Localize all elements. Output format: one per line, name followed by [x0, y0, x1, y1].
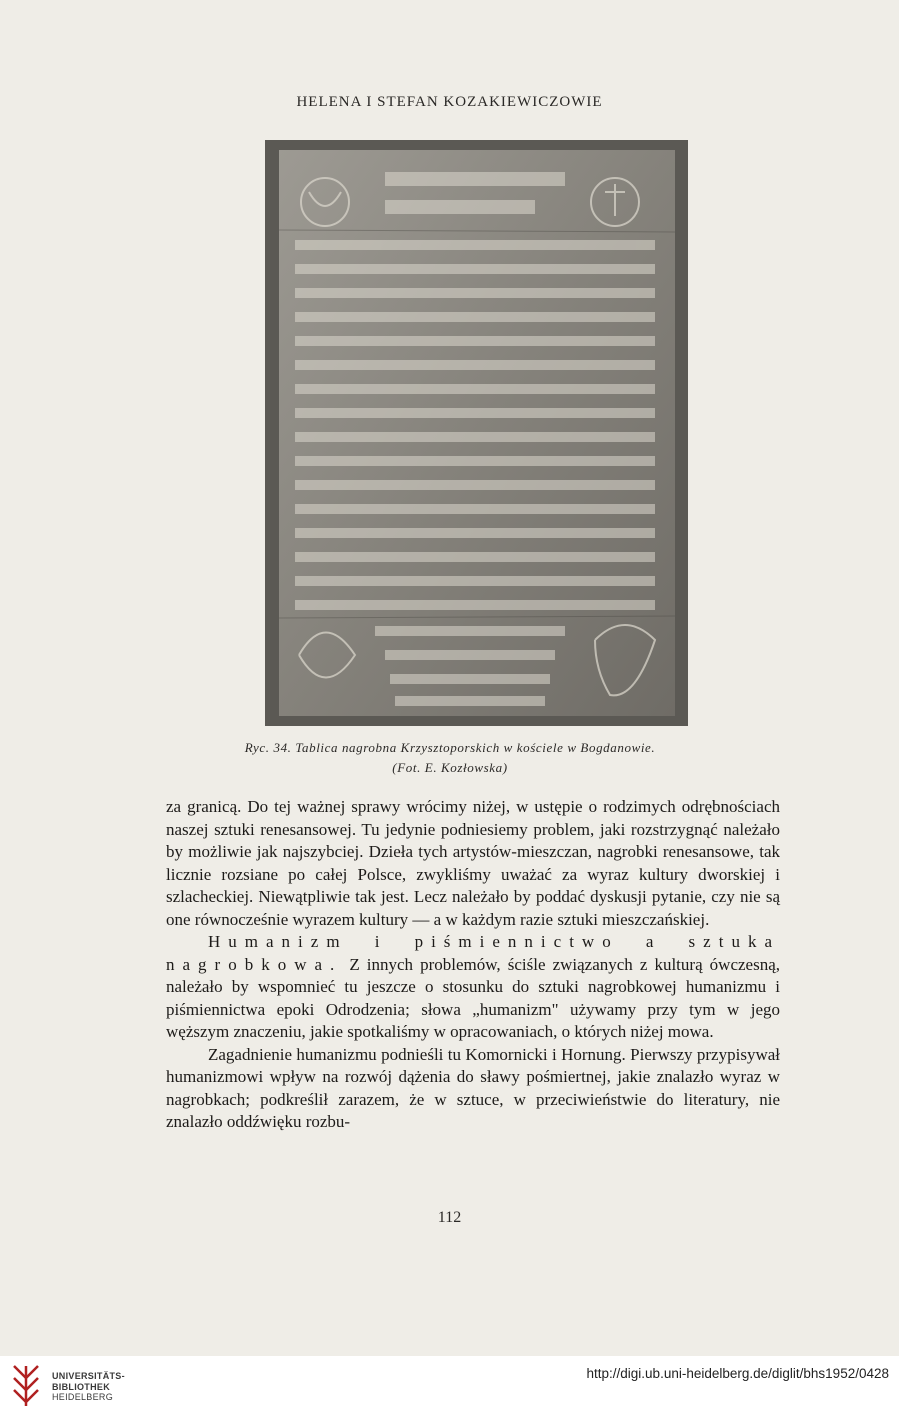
paragraph-3: Zagadnienie humanizmu podnieśli tu Komornicki i Hornung. Pierwszy przypisywał humanizmowi wpływ na rozwój dążenia do sławy pośmiertnej, jakie znalazło wyraz w nagrobkach; podkreślił zarazem, że w sztuce, w przeciwieństwie do literatury, nie znalazło oddźwięku rozbu-	[166, 1044, 780, 1131]
section-heading: Humanizm i piśmiennictwo a sztuka nagrobkowa.	[166, 932, 780, 974]
paragraph-1: za granicą. Do tej ważnej sprawy wrócimy niżej, w ustępie o rodzimych odrębnościach naszej sztuki renesansowej. Tu jedynie podniesiemy problem, jaki rozstrzygnąć należało by możliwie jak najszybciej. Dzieła tych artystów-mieszczan, nagrobki renesansowe, tak licznie rozsiane po całej Polsce, zwykliśmy uważać za wyraz kultury dworskiej i szlacheckiej. Niewątpliwie tak jest. Lecz należało by poddać dyskusji pytanie, czy nie są one równocześnie wyrazem kultury — a w każdym razie sztuki mieszczańskiej.	[166, 797, 780, 929]
page-number: 112	[437, 1209, 462, 1226]
tombstone-plate-image	[265, 140, 688, 726]
library-logo-icon[interactable]	[10, 1362, 42, 1410]
paragraph-2-body: Z innych problemów, ściśle związanych z kulturą ówczesną, należało by wspomnieć tu jeszcze o stosunku do sztuki nagrobkowej humanizmu i piśmiennictwa epoki Odrodzenia; słowa „humanizm" używamy przy tym w jego węższym znaczeniu, jakie spotkaliśmy w opracowaniach, o których niżej mowa.	[166, 954, 780, 1041]
photo-credit: (Fot. E. Kozłowska)	[392, 760, 508, 775]
figure-caption: Ryc. 34. Tablica nagrobna Krzysztoporskich w kościele w Bogdanowie.	[244, 740, 656, 755]
paragraph-2	[166, 931, 780, 1044]
library-name[interactable]	[52, 1371, 125, 1403]
tombstone-photo	[265, 140, 688, 726]
running-head: HELENA I STEFAN KOZAKIEWICZOWIE	[296, 94, 603, 110]
library-name-line1: UNIVERSITÄTS-	[52, 1371, 125, 1381]
permalink-url[interactable]: http://digi.ub.uni-heidelberg.de/diglit/bhs1952/0428	[586, 1366, 889, 1381]
body-text	[166, 796, 780, 1134]
library-name-line3: HEIDELBERG	[52, 1392, 114, 1402]
footer-bar	[0, 1356, 899, 1418]
library-name-line2: BIBLIOTHEK	[52, 1381, 110, 1392]
